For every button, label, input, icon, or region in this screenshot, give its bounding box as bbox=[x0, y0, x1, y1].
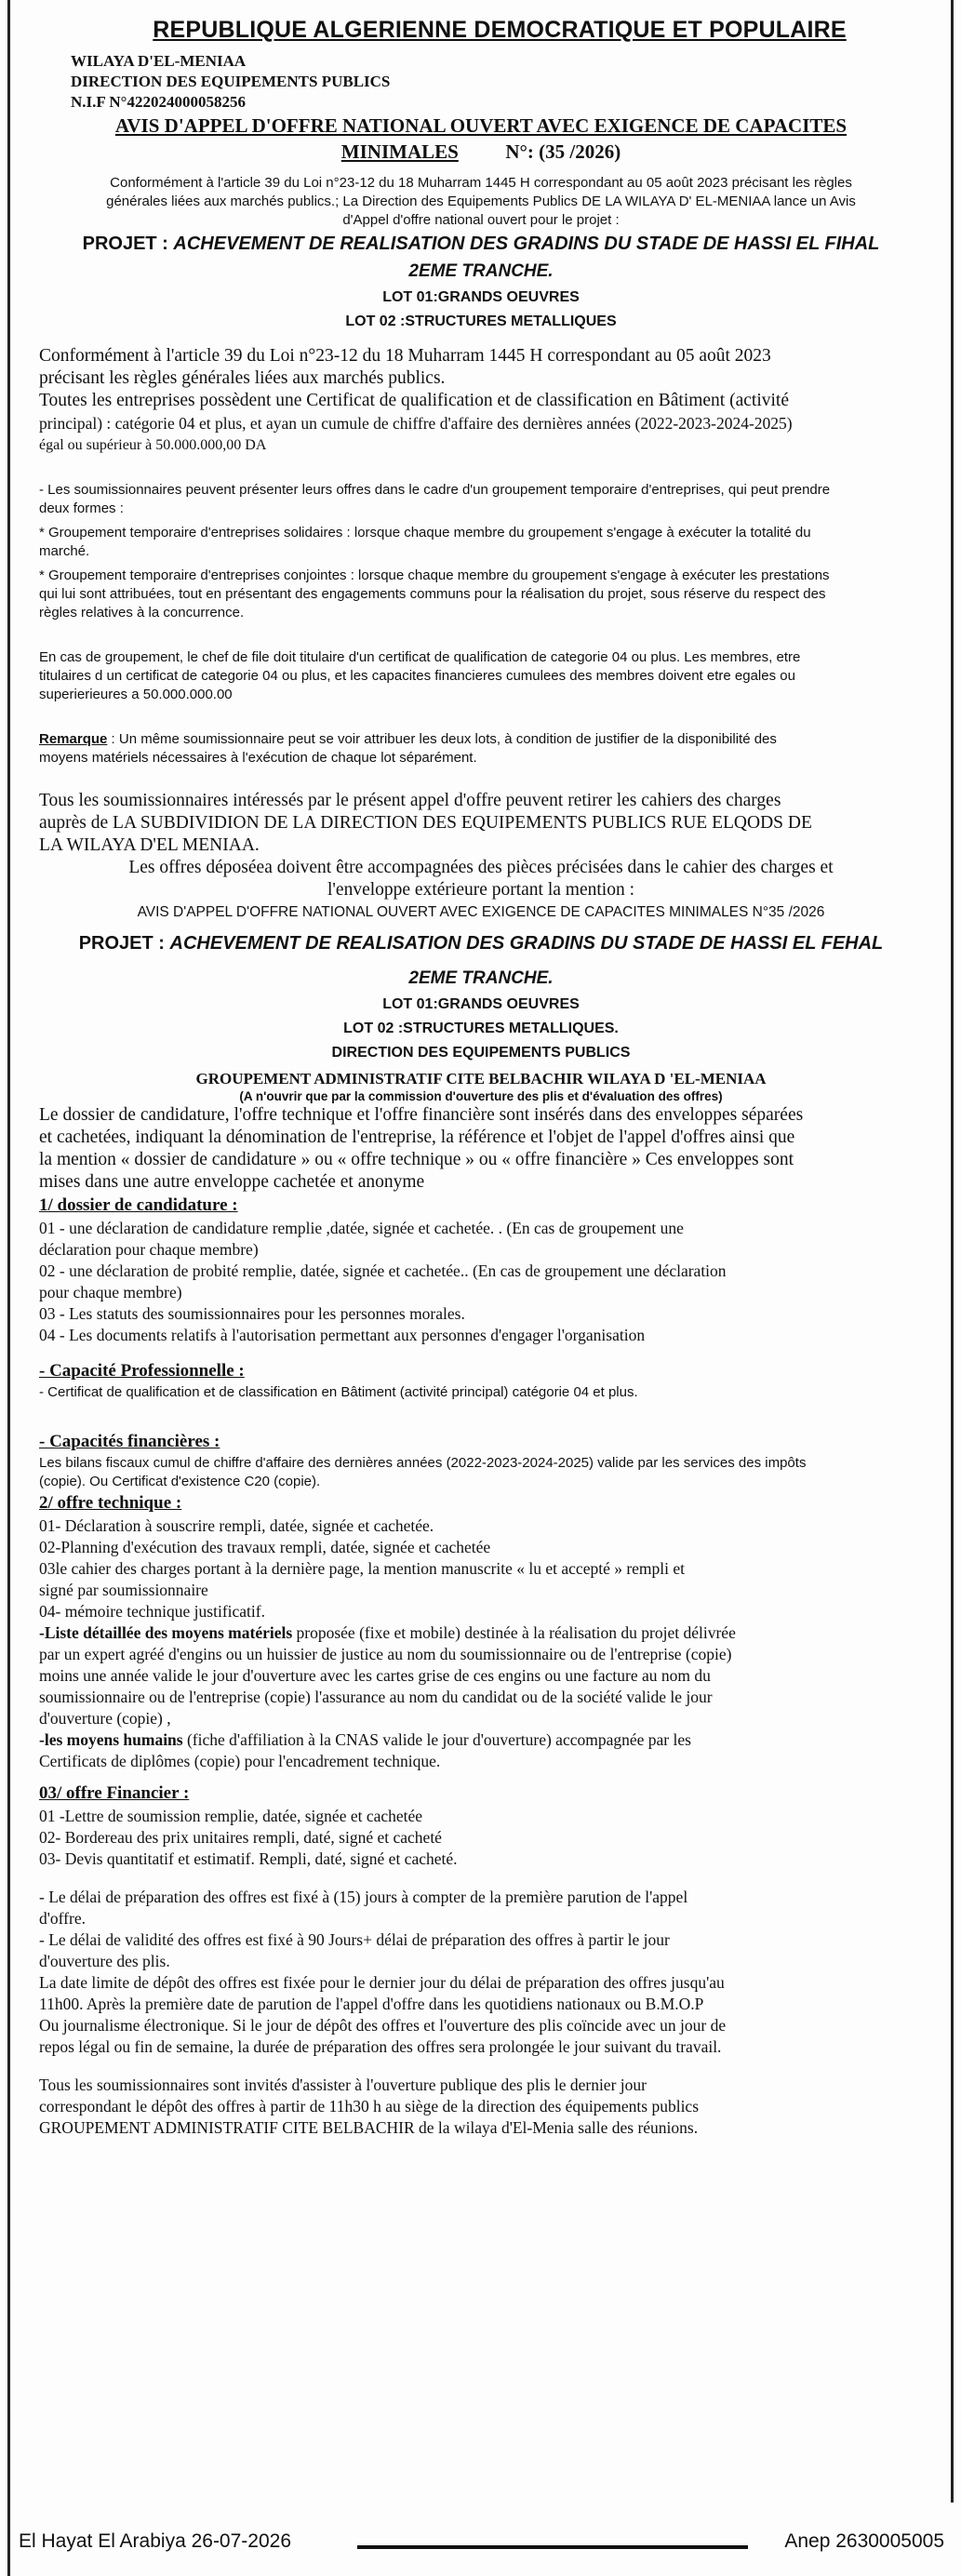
projet-label: PROJET : bbox=[82, 234, 168, 254]
avis-minimales: MINIMALES bbox=[340, 140, 459, 163]
remarque-text-2: moyens matériels nécessaires à l'exécution de chaque lot séparément. bbox=[39, 750, 477, 766]
financier-item: 01 -Lettre de soumission remplie, datée, signée et cachetée bbox=[39, 1807, 423, 1825]
qualification-line-3: égal ou supérieur à 50.000.000,00 DA bbox=[39, 437, 267, 453]
projet-tranche-1 bbox=[39, 258, 923, 286]
technique-item: 02-Planning d'exécution des travaux rempli, datée, signée et cachetée bbox=[39, 1538, 491, 1556]
financier-title: 03/ offre Financier : bbox=[39, 1783, 190, 1803]
retrait-line: LA WILAYA D'EL MENIAA. bbox=[39, 835, 260, 855]
ouverture-line: GROUPEMENT ADMINISTRATIF CITE BELBACHIR de la wilaya d'El-Menia salle des réunions. bbox=[39, 2118, 699, 2137]
avis-title-line2 bbox=[39, 139, 923, 165]
lot-02-repeat: LOT 02 :STRUCTURES METALLIQUES. bbox=[343, 1021, 619, 1036]
capacite-professionnelle bbox=[39, 1359, 923, 1402]
republic-title: REPUBLIQUE ALGERIENNE DEMOCRATIQUE ET POPULAIRE bbox=[153, 17, 847, 43]
groupement-line: deux formes : bbox=[39, 501, 124, 516]
moyens-materiels-text: moins une année valide le jour d'ouverture avec les cartes grise de ces engins ou une facture au nom du bbox=[39, 1666, 711, 1685]
lot-01-repeat: LOT 01:GRANDS OEUVRES bbox=[382, 996, 580, 1012]
candidature-item: déclaration pour chaque membre) bbox=[39, 1240, 259, 1259]
groupement-line: * Groupement temporaire d'entreprises conjointes : lorsque chaque membre du groupement s'engage à exécuter les prestations bbox=[39, 567, 830, 583]
capacite-fin-title: - Capacités financières : bbox=[39, 1432, 220, 1451]
delai-line: repos légal ou fin de semaine, la durée de préparation des offres sera prolongée le jour suivant du travail. bbox=[39, 2037, 722, 2056]
newspaper-date: El Hayat El Arabiya 26-07-2026 bbox=[19, 2530, 292, 2552]
direction-repeat: DIRECTION DES EQUIPEMENTS PUBLICS bbox=[331, 1045, 631, 1061]
lot-02: LOT 02 :STRUCTURES METALLIQUES bbox=[345, 314, 617, 329]
ouverture-section bbox=[39, 2075, 923, 2139]
publication-footer bbox=[13, 2527, 948, 2558]
delai-line: Ou journalisme électronique. Si le jour de dépôt des offres et l'ouverture des plis coïncide avec un jour de bbox=[39, 2016, 727, 2035]
anep-reference: Anep 2630005005 bbox=[784, 2530, 944, 2552]
delai-line: - Le délai de validité des offres est fixé à 90 Jours+ délai de préparation des offres à partir le jour bbox=[39, 1930, 670, 1949]
left-border-rule bbox=[7, 0, 10, 2576]
groupement-line: * Groupement temporaire d'entreprises solidaires : lorsque chaque membre du groupement s'engage à exécuter la totalité du bbox=[39, 525, 811, 541]
projet-heading-2 bbox=[39, 929, 923, 957]
offre-technique bbox=[39, 1491, 923, 1772]
intro-line-3: d'Appel d'offre national ouvert pour le projet : bbox=[342, 212, 620, 228]
groupement-line: - Les soumissionnaires peuvent présenter leurs offres dans le cadre d'un groupement temporaire d'entreprises, qui peut prendre bbox=[39, 482, 831, 498]
nif-line: N.I.F N°422024000058256 bbox=[71, 93, 246, 111]
capacite-financiere bbox=[39, 1430, 923, 1491]
groupement-line: marché. bbox=[39, 543, 90, 559]
avis-number: N°: (35 /2026) bbox=[505, 140, 621, 163]
ouverture-line: correspondant le dépôt des offres à partir de 11h30 h au siège de la direction des équipements publics bbox=[39, 2097, 700, 2116]
lot-01: LOT 01:GRANDS OEUVRES bbox=[382, 289, 580, 305]
capacite-fin-text: Les bilans fiscaux cumul de chiffre d'affaire des dernières années (2022-2023-2024-2025) valide par les services des impôts bbox=[39, 1455, 807, 1471]
opening-note: (A n'ouvrir que par la commission d'ouverture des plis et d'évaluation des offres) bbox=[239, 1089, 723, 1103]
retrait-line: Les offres déposéea doivent être accompagnées des pièces précisées dans le cahier des charges et bbox=[128, 858, 834, 877]
moyens-materiels-text: soumissionnaire ou de l'entreprise (copie) l'assurance au nom du candidat ou de la société valide le jour bbox=[39, 1688, 713, 1706]
delai-line: La date limite de dépôt des offres est fixée pour le dernier jour du délai de préparation des offres jusqu'au bbox=[39, 1973, 725, 1992]
financier-item: 03- Devis quantitatif et estimatif. Rempli, daté, signé et cacheté. bbox=[39, 1849, 458, 1868]
financier-item: 02- Bordereau des prix unitaires rempli, daté, signé et cacheté bbox=[39, 1828, 442, 1847]
qualification-line-2: principal) : catégorie 04 et plus, et ayan un cumule de chiffre d'affaire des dernières années (2022-2023-2024-2025) bbox=[39, 414, 793, 433]
moyens-materiels-text: par un expert agréé d'engins ou un huissier de justice au nom du soumissionnaire ou de l'entreprise (copie) bbox=[39, 1645, 732, 1663]
delai-line: 11h00. Après la première date de parution de l'appel d'offre dans les quotidiens nationaux ou B.M.O.P bbox=[39, 1995, 704, 2013]
avis-title-line1: AVIS D'APPEL D'OFFRE NATIONAL OUVERT AVEC EXIGENCE DE CAPACITES bbox=[114, 114, 848, 137]
candidature-section bbox=[39, 1194, 923, 1346]
projet-heading-1 bbox=[39, 230, 923, 258]
direction-line: DIRECTION DES EQUIPEMENTS PUBLICS bbox=[71, 73, 391, 90]
qualification-line-1: Toutes les entreprises possèdent une Certificat de qualification et de classification en Bâtiment (activité bbox=[39, 391, 789, 410]
adresse-line: GROUPEMENT ADMINISTRATIF CITE BELBACHIR WILAYA D 'EL-MENIAA bbox=[195, 1070, 767, 1088]
ouverture-line: Tous les soumissionnaires sont invités d'assister à l'ouverture publique des plis le dernier jour bbox=[39, 2075, 647, 2094]
moyens-materiels-text: proposée (fixe et mobile) destinée à la réalisation du projet délivrée bbox=[292, 1623, 736, 1642]
projet-label: PROJET : bbox=[78, 933, 165, 954]
projet-tranche-2 bbox=[39, 965, 923, 993]
retrait-section bbox=[39, 790, 923, 924]
groupement-line: règles relatives à la concurrence. bbox=[39, 605, 245, 621]
moyens-humains-label: -les moyens humains bbox=[39, 1730, 183, 1749]
chef-de-file-line: titulaires d un certificat de categorie 04 ou plus, et les capacites financieres cumulees des membres doivent etre egales ou bbox=[39, 668, 795, 684]
technique-item: 03le cahier des charges portant à la dernière page, la mention manuscrite « lu et accepté » rempli et bbox=[39, 1559, 686, 1578]
groupement-section bbox=[39, 481, 923, 704]
candidature-title: 1/ dossier de candidature : bbox=[39, 1195, 238, 1215]
remarque-label: Remarque bbox=[39, 731, 108, 747]
technique-item: 04- mémoire technique justificatif. bbox=[39, 1602, 265, 1621]
enveloppe-mention: AVIS D'APPEL D'OFFRE NATIONAL OUVERT AVEC EXIGENCE DE CAPACITES MINIMALES N°35 /2026 bbox=[137, 904, 825, 920]
offre-financiere bbox=[39, 1782, 923, 1870]
capacite-fin-text: (copie). Ou Certificat d'existence C20 (copie). bbox=[39, 1474, 321, 1489]
technique-title: 2/ offre technique : bbox=[39, 1493, 182, 1513]
retrait-line: auprès de LA SUBDIVIDION DE LA DIRECTION DES EQUIPEMENTS PUBLICS RUE ELQODS DE bbox=[39, 813, 812, 833]
retrait-line: l'enveloppe extérieure portant la mention : bbox=[327, 880, 634, 900]
article-paragraph bbox=[39, 345, 923, 457]
candidature-item: 01 - une déclaration de candidature remplie ,datée, signée et cachetée. . (En cas de groupement une bbox=[39, 1219, 684, 1237]
remarque-section bbox=[39, 730, 923, 767]
delai-line: - Le délai de préparation des offres est fixé à (15) jours à compter de la première parution de l'appel bbox=[39, 1888, 688, 1906]
intro-paragraph bbox=[39, 174, 923, 230]
dossier-line: et cachetées, indiquant la dénomination de l'entreprise, la référence et l'objet de l'appel d'offres ainsi que bbox=[39, 1128, 795, 1147]
chef-de-file-line: superierieures a 50.000.000.00 bbox=[39, 687, 233, 702]
article-line-1: Conformément à l'article 39 du Loi n°23-12 du 18 Muharram 1445 H correspondant au 05 août 2023 bbox=[39, 346, 771, 366]
candidature-item: 04 - Les documents relatifs à l'autorisation permettant aux personnes d'engager l'organisation bbox=[39, 1326, 646, 1344]
remarque-text: : Un même soumissionnaire peut se voir attribuer les deux lots, à condition de justifier de la disponibilité des bbox=[107, 731, 777, 747]
delai-line: d'ouverture des plis. bbox=[39, 1952, 170, 1970]
intro-line-1: Conformément à l'article 39 du Loi n°23-12 du 18 Muharram 1445 H correspondant au 05 août 2023 précisant les règles bbox=[110, 175, 852, 191]
tranche-text: 2EME TRANCHE. bbox=[408, 968, 554, 988]
chef-de-file-line: En cas de groupement, le chef de file doit titulaire d'un certificat de qualification de categorie 04 ou plus. Les membres, etre bbox=[39, 649, 801, 665]
tender-notice bbox=[39, 17, 923, 2139]
projet-title: ACHEVEMENT DE REALISATION DES GRADINS DU STADE DE HASSI EL FIHAL bbox=[173, 234, 880, 254]
candidature-item: pour chaque membre) bbox=[39, 1283, 182, 1301]
moyens-materiels-text: d'ouverture (copie) , bbox=[39, 1709, 171, 1728]
capacite-pro-title: - Capacité Professionnelle : bbox=[39, 1361, 245, 1381]
candidature-item: 02 - une déclaration de probité remplie, datée, signée et cachetée.. (En cas de groupement une déclaration bbox=[39, 1261, 727, 1280]
dossier-line: Le dossier de candidature, l'offre technique et l'offre financière sont insérés dans des enveloppes séparées bbox=[39, 1105, 804, 1125]
dossier-line: la mention « dossier de candidature » ou « offre technique » ou « offre financière » Ces enveloppes sont bbox=[39, 1150, 794, 1169]
moyens-humains-text: (fiche d'affiliation à la CNAS valide le jour d'ouverture) accompagnée par les bbox=[182, 1730, 691, 1749]
dossier-line: mises dans une autre enveloppe cachetée et anonyme bbox=[39, 1172, 425, 1192]
retrait-line: Tous les soumissionnaires intéressés par le présent appel d'offre peuvent retirer les cahiers des charges bbox=[39, 791, 781, 810]
delais-section bbox=[39, 1887, 923, 2058]
dossier-paragraph bbox=[39, 1104, 923, 1194]
moyens-materiels-label: -Liste détaillée des moyens matériels bbox=[39, 1623, 293, 1642]
tranche-text: 2EME TRANCHE. bbox=[408, 261, 554, 281]
moyens-humains-text: Certificats de diplômes (copie) pour l'encadrement technique. bbox=[39, 1752, 441, 1770]
groupement-line: qui lui sont attribuées, tout en présentant des engagements communs pour la réalisation du projet, sous réserve du respect des bbox=[39, 586, 826, 602]
article-line-2: précisant les règles générales liées aux marchés publics. bbox=[39, 368, 446, 388]
footer-rule bbox=[357, 2545, 748, 2549]
technique-item: 01- Déclaration à souscrire rempli, datée, signée et cachetée. bbox=[39, 1516, 434, 1535]
right-border-rule bbox=[951, 0, 954, 2503]
candidature-item: 03 - Les statuts des soumissionnaires pour les personnes morales. bbox=[39, 1304, 465, 1323]
technique-item: signé par soumissionnaire bbox=[39, 1581, 208, 1599]
capacite-pro-text: - Certificat de qualification et de classification en Bâtiment (activité principal) catégorie 04 et plus. bbox=[39, 1384, 638, 1400]
wilaya-line: WILAYA D'EL-MENIAA bbox=[71, 52, 247, 70]
delai-line: d'offre. bbox=[39, 1909, 86, 1928]
projet-title: ACHEVEMENT DE REALISATION DES GRADINS DU STADE DE HASSI EL FEHAL bbox=[169, 933, 884, 954]
intro-line-2: générales liées aux marchés publics.; La Direction des Equipements Publics DE LA WILAYA D' EL-MENIAA lance un Avis bbox=[106, 194, 856, 209]
